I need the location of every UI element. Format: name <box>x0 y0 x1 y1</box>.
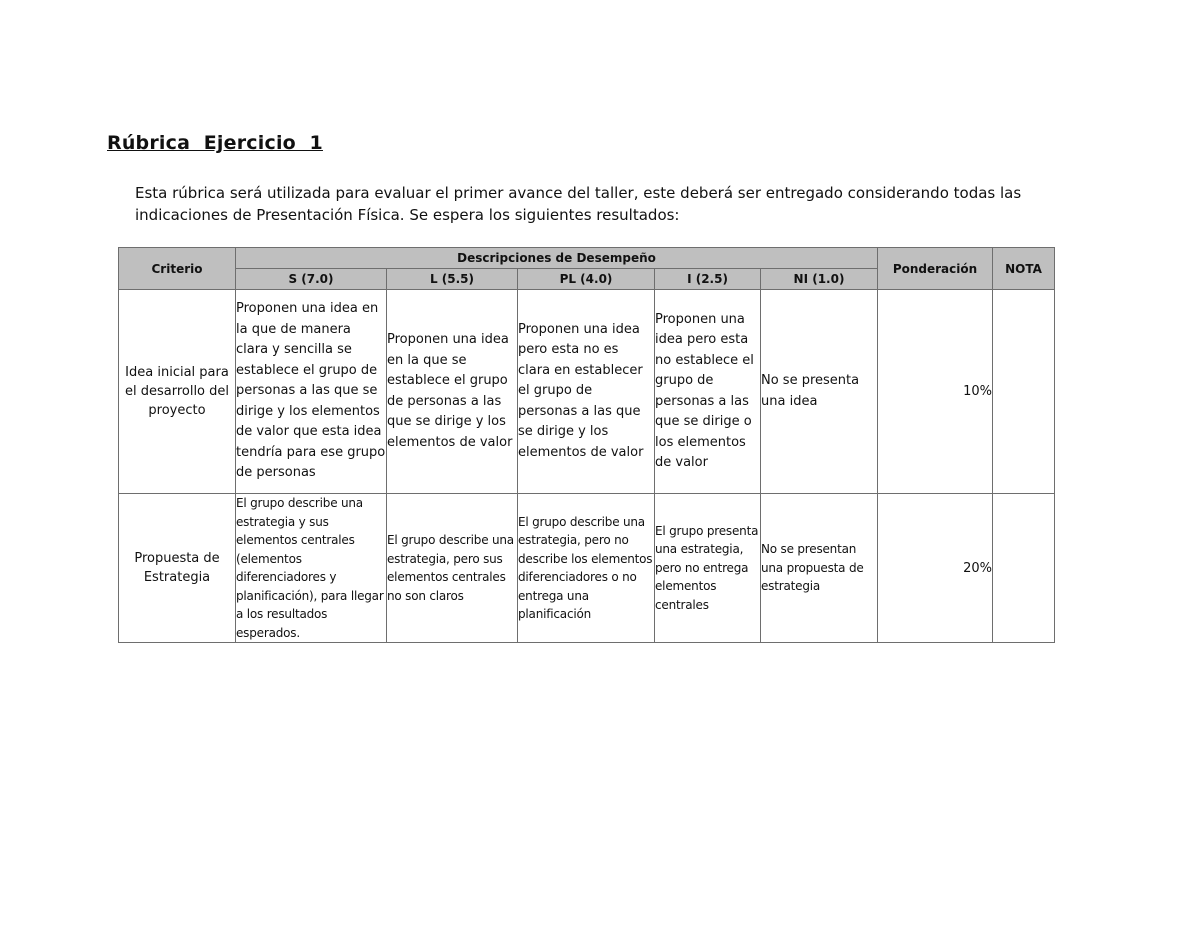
criterio-cell: Idea inicial para el desarrollo del proyecto <box>119 290 236 494</box>
level-pl-cell: Proponen una idea pero esta no es clara en establecer el grupo de personas a las que se dirige y los elementos de valor <box>518 290 655 494</box>
nota-cell[interactable] <box>993 290 1055 494</box>
page-title: Rúbrica Ejercicio 1 <box>107 132 323 154</box>
header-level-pl: PL (4.0) <box>518 269 655 290</box>
level-i-cell: Proponen una idea pero esta no establece el grupo de personas a las que se dirige o los elementos de valor <box>655 290 761 494</box>
level-i-cell: El grupo presenta una estrategia, pero no entrega elementos centrales <box>655 494 761 643</box>
level-pl-cell: El grupo describe una estrategia, pero no describe los elementos diferenciadores o no entrega una planificación <box>518 494 655 643</box>
ponderacion-cell: 20% <box>878 494 993 643</box>
intro-paragraph: Esta rúbrica será utilizada para evaluar el primer avance del taller, este deberá ser entregado considerando todas las indicaciones de Presentación Física. Se espera los siguientes resultados: <box>135 184 1022 224</box>
ponderacion-cell: 10% <box>878 290 993 494</box>
level-s-cell: Proponen una idea en la que de manera clara y sencilla se establece el grupo de personas a las que se dirige y los elementos de valor que esta idea tendría para ese grupo de personas <box>236 290 387 494</box>
header-level-i: I (2.5) <box>655 269 761 290</box>
header-level-ni: NI (1.0) <box>761 269 878 290</box>
header-level-l: L (5.5) <box>387 269 518 290</box>
criterio-cell: Propuesta de Estrategia <box>119 494 236 643</box>
level-s-cell: El grupo describe una estrategia y sus elementos centrales (elementos diferenciadores y planificación), para llegar a los resultados esperados. <box>236 494 387 643</box>
level-ni-cell: No se presenta una idea <box>761 290 878 494</box>
level-l-cell: El grupo describe una estrategia, pero sus elementos centrales no son claros <box>387 494 518 643</box>
nota-cell[interactable] <box>993 494 1055 643</box>
header-descripciones: Descripciones de Desempeño <box>236 248 878 269</box>
rubric-table <box>118 247 1055 643</box>
header-ponderacion: Ponderación <box>878 248 993 290</box>
table-row <box>119 494 1055 643</box>
level-ni-cell: No se presentan una propuesta de estrategia <box>761 494 878 643</box>
table-row <box>119 290 1055 494</box>
header-level-s: S (7.0) <box>236 269 387 290</box>
header-row-1 <box>119 248 1055 269</box>
header-criterio: Criterio <box>119 248 236 290</box>
header-nota: NOTA <box>993 248 1055 290</box>
level-l-cell: Proponen una idea en la que se establece el grupo de personas a las que se dirige y los elementos de valor <box>387 290 518 494</box>
